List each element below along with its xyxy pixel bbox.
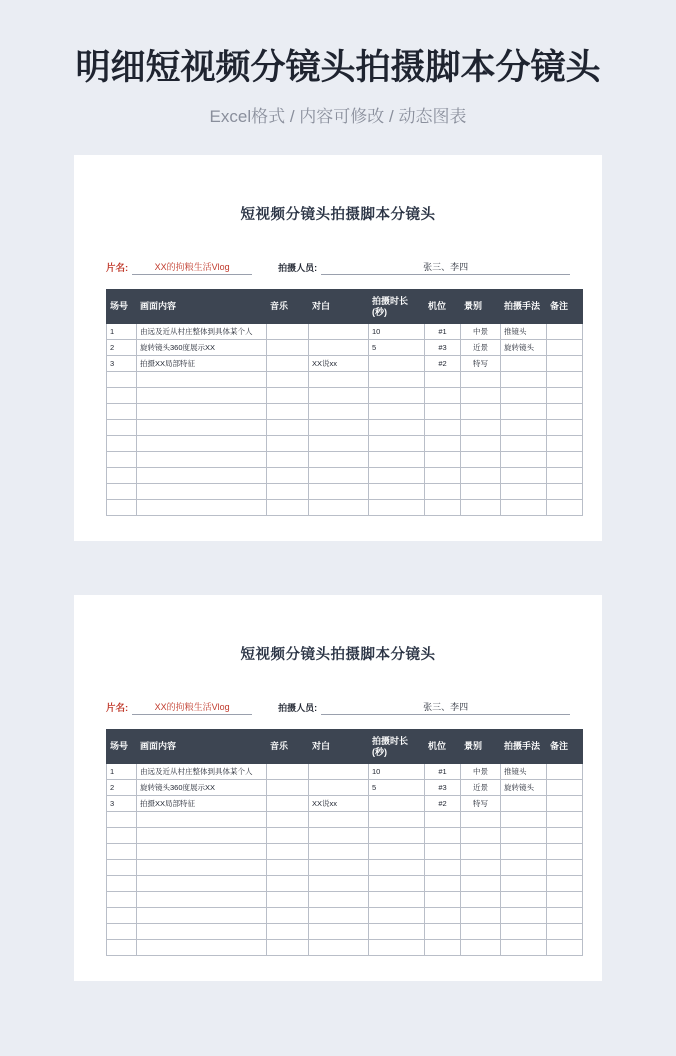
column-header-camera: 机位 <box>425 730 461 764</box>
cell-technique[interactable] <box>501 940 547 956</box>
cell-no[interactable]: 3 <box>107 356 137 372</box>
cell-note[interactable] <box>547 420 583 436</box>
cell-shot[interactable]: 中景 <box>461 324 501 340</box>
cell-music[interactable] <box>267 420 309 436</box>
cell-camera[interactable] <box>425 468 461 484</box>
cell-shot[interactable] <box>461 468 501 484</box>
table-row-empty[interactable] <box>107 484 583 500</box>
cell-content[interactable] <box>137 404 267 420</box>
cell-shot[interactable]: 近景 <box>461 780 501 796</box>
cell-dialog[interactable] <box>309 388 369 404</box>
cell-dialog[interactable] <box>309 892 369 908</box>
cell-note[interactable] <box>547 324 583 340</box>
cell-shot[interactable] <box>461 860 501 876</box>
table-row-empty[interactable] <box>107 908 583 924</box>
cell-technique[interactable]: 旋转镜头 <box>501 340 547 356</box>
cell-duration[interactable] <box>369 812 425 828</box>
cell-camera[interactable]: #3 <box>425 340 461 356</box>
table-row-empty[interactable] <box>107 940 583 956</box>
cell-no[interactable] <box>107 452 137 468</box>
cell-dialog[interactable]: XX说xx <box>309 356 369 372</box>
cell-note[interactable] <box>547 500 583 516</box>
cell-no[interactable]: 2 <box>107 340 137 356</box>
cell-note[interactable] <box>547 468 583 484</box>
table-row-empty[interactable] <box>107 892 583 908</box>
cell-content[interactable]: 由远及近从村庄整体到具体某个人 <box>137 324 267 340</box>
table-row[interactable] <box>107 764 583 780</box>
cell-no[interactable] <box>107 828 137 844</box>
cell-dialog[interactable] <box>309 780 369 796</box>
cell-duration[interactable] <box>369 420 425 436</box>
cell-technique[interactable] <box>501 484 547 500</box>
cell-content[interactable]: 旋转镜头360度展示XX <box>137 780 267 796</box>
cell-note[interactable] <box>547 796 583 812</box>
cell-duration[interactable] <box>369 844 425 860</box>
cell-duration[interactable] <box>369 468 425 484</box>
cell-dialog[interactable]: XX说xx <box>309 796 369 812</box>
cell-camera[interactable] <box>425 500 461 516</box>
cell-camera[interactable] <box>425 908 461 924</box>
cell-note[interactable] <box>547 908 583 924</box>
cell-dialog[interactable] <box>309 340 369 356</box>
cell-technique[interactable] <box>501 452 547 468</box>
cell-duration[interactable] <box>369 484 425 500</box>
film-name-label-2: 片名: <box>106 703 129 714</box>
cell-note[interactable] <box>547 340 583 356</box>
column-header-shot: 景别 <box>461 730 501 764</box>
cell-technique[interactable] <box>501 420 547 436</box>
cell-no[interactable] <box>107 420 137 436</box>
cell-duration[interactable] <box>369 924 425 940</box>
crew-value-2[interactable]: 张三、李四 <box>321 700 570 715</box>
cell-music[interactable] <box>267 812 309 828</box>
cell-technique[interactable] <box>501 924 547 940</box>
column-header-technique: 拍摄手法 <box>501 730 547 764</box>
cell-technique[interactable] <box>501 908 547 924</box>
column-header-dialog: 对白 <box>309 730 369 764</box>
cell-content[interactable] <box>137 388 267 404</box>
cell-no[interactable] <box>107 924 137 940</box>
film-name-value-2[interactable]: XX的拘粮生活Vlog <box>132 700 252 715</box>
storyboard-table[interactable] <box>106 289 583 516</box>
cell-dialog[interactable] <box>309 324 369 340</box>
cell-note[interactable] <box>547 356 583 372</box>
cell-dialog[interactable] <box>309 484 369 500</box>
cell-note[interactable] <box>547 844 583 860</box>
table-row[interactable] <box>107 796 583 812</box>
table-row-empty[interactable] <box>107 828 583 844</box>
cell-note[interactable] <box>547 780 583 796</box>
page-header <box>0 0 676 127</box>
cell-shot[interactable] <box>461 908 501 924</box>
cell-music[interactable] <box>267 468 309 484</box>
cell-content[interactable]: 旋转镜头360度展示XX <box>137 340 267 356</box>
column-header-shot: 景别 <box>461 290 501 324</box>
cell-content[interactable] <box>137 484 267 500</box>
column-header-dialog: 对白 <box>309 290 369 324</box>
cell-no[interactable] <box>107 468 137 484</box>
cell-shot[interactable] <box>461 876 501 892</box>
cell-technique[interactable] <box>501 372 547 388</box>
crew-label-2: 拍摄人员: <box>278 703 318 713</box>
cell-no[interactable] <box>107 844 137 860</box>
table-row-empty[interactable] <box>107 500 583 516</box>
cell-dialog[interactable] <box>309 500 369 516</box>
cell-camera[interactable] <box>425 484 461 500</box>
cell-duration[interactable] <box>369 500 425 516</box>
cell-technique[interactable] <box>501 860 547 876</box>
cell-shot[interactable] <box>461 844 501 860</box>
column-header-content: 画面内容 <box>137 730 267 764</box>
column-header-camera: 机位 <box>425 290 461 324</box>
cell-content[interactable] <box>137 452 267 468</box>
page-title: 明细短视频分镜头拍摄脚本分镜头 <box>75 48 601 87</box>
cell-note[interactable] <box>547 876 583 892</box>
table-row-empty[interactable] <box>107 420 583 436</box>
cell-music[interactable] <box>267 796 309 812</box>
sheet-preview-1[interactable] <box>74 155 602 541</box>
cell-technique[interactable] <box>501 388 547 404</box>
table-row[interactable] <box>107 324 583 340</box>
cell-shot[interactable] <box>461 452 501 468</box>
cell-music[interactable] <box>267 484 309 500</box>
cell-shot[interactable] <box>461 940 501 956</box>
cell-duration[interactable] <box>369 404 425 420</box>
cell-content[interactable] <box>137 468 267 484</box>
cell-duration[interactable] <box>369 388 425 404</box>
cell-technique[interactable] <box>501 500 547 516</box>
cell-no[interactable]: 1 <box>107 764 137 780</box>
cell-technique[interactable] <box>501 876 547 892</box>
cell-camera[interactable] <box>425 892 461 908</box>
cell-music[interactable] <box>267 388 309 404</box>
table-row-empty[interactable] <box>107 876 583 892</box>
cell-duration[interactable] <box>369 436 425 452</box>
cell-shot[interactable]: 中景 <box>461 764 501 780</box>
cell-shot[interactable] <box>461 500 501 516</box>
cell-dialog[interactable] <box>309 940 369 956</box>
cell-dialog[interactable] <box>309 372 369 388</box>
cell-music[interactable] <box>267 844 309 860</box>
cell-music[interactable] <box>267 876 309 892</box>
table-body-1 <box>107 324 583 516</box>
cell-music[interactable] <box>267 324 309 340</box>
cell-camera[interactable] <box>425 404 461 420</box>
column-header-music: 音乐 <box>267 290 309 324</box>
cell-no[interactable] <box>107 388 137 404</box>
cell-note[interactable] <box>547 404 583 420</box>
crew-value[interactable]: 张三、李四 <box>321 260 570 275</box>
meta-row-2 <box>74 700 602 715</box>
cell-content[interactable] <box>137 420 267 436</box>
cell-music[interactable] <box>267 340 309 356</box>
cell-duration[interactable] <box>369 908 425 924</box>
cell-shot[interactable] <box>461 828 501 844</box>
cell-music[interactable] <box>267 356 309 372</box>
cell-camera[interactable] <box>425 860 461 876</box>
cell-shot[interactable]: 特写 <box>461 356 501 372</box>
cell-duration[interactable]: 5 <box>369 340 425 356</box>
table-row-empty[interactable] <box>107 372 583 388</box>
cell-content[interactable] <box>137 812 267 828</box>
column-header-note: 备注 <box>547 730 583 764</box>
table-row-empty[interactable] <box>107 452 583 468</box>
cell-technique[interactable] <box>501 356 547 372</box>
cell-note[interactable] <box>547 764 583 780</box>
meta-row <box>74 260 602 275</box>
cell-music[interactable] <box>267 780 309 796</box>
cell-camera[interactable]: #1 <box>425 324 461 340</box>
cell-content[interactable] <box>137 436 267 452</box>
cell-dialog[interactable] <box>309 844 369 860</box>
cell-camera[interactable] <box>425 452 461 468</box>
cell-note[interactable] <box>547 388 583 404</box>
cell-no[interactable] <box>107 860 137 876</box>
cell-dialog[interactable] <box>309 436 369 452</box>
cell-no[interactable]: 1 <box>107 324 137 340</box>
cell-camera[interactable] <box>425 372 461 388</box>
table-row-empty[interactable] <box>107 404 583 420</box>
table-row-empty[interactable] <box>107 468 583 484</box>
cell-shot[interactable] <box>461 484 501 500</box>
cell-note[interactable] <box>547 860 583 876</box>
cell-shot[interactable]: 特写 <box>461 796 501 812</box>
cell-duration[interactable]: 5 <box>369 780 425 796</box>
cell-music[interactable] <box>267 372 309 388</box>
cell-content[interactable] <box>137 892 267 908</box>
cell-dialog[interactable] <box>309 468 369 484</box>
cell-no[interactable] <box>107 940 137 956</box>
cell-camera[interactable] <box>425 940 461 956</box>
cell-shot[interactable] <box>461 404 501 420</box>
cell-content[interactable] <box>137 372 267 388</box>
column-header-content: 画面内容 <box>137 290 267 324</box>
cell-no[interactable] <box>107 892 137 908</box>
cell-camera[interactable]: #3 <box>425 780 461 796</box>
cell-technique[interactable]: 推镜头 <box>501 324 547 340</box>
cell-camera[interactable]: #1 <box>425 764 461 780</box>
cell-no[interactable] <box>107 876 137 892</box>
cell-music[interactable] <box>267 908 309 924</box>
cell-camera[interactable]: #2 <box>425 796 461 812</box>
cell-content[interactable]: 拍摄XX局部特征 <box>137 356 267 372</box>
cell-camera[interactable] <box>425 436 461 452</box>
cell-shot[interactable]: 近景 <box>461 340 501 356</box>
cell-note[interactable] <box>547 828 583 844</box>
cell-duration[interactable] <box>369 796 425 812</box>
cell-technique[interactable] <box>501 404 547 420</box>
cell-shot[interactable] <box>461 892 501 908</box>
column-header-no: 场号 <box>107 290 137 324</box>
page-subtitle: Excel格式 / 内容可修改 / 动态图表 <box>209 107 467 126</box>
cell-music[interactable] <box>267 828 309 844</box>
table-row[interactable] <box>107 340 583 356</box>
cell-content[interactable] <box>137 860 267 876</box>
cell-technique[interactable]: 推镜头 <box>501 764 547 780</box>
cell-music[interactable] <box>267 892 309 908</box>
cell-shot[interactable] <box>461 372 501 388</box>
cell-camera[interactable] <box>425 844 461 860</box>
crew-label: 拍摄人员: <box>278 263 318 273</box>
table-row-empty[interactable] <box>107 812 583 828</box>
cell-dialog[interactable] <box>309 924 369 940</box>
cell-content[interactable]: 拍摄XX局部特征 <box>137 796 267 812</box>
cell-content[interactable] <box>137 940 267 956</box>
cell-duration[interactable] <box>369 372 425 388</box>
cell-technique[interactable] <box>501 468 547 484</box>
cell-dialog[interactable] <box>309 908 369 924</box>
cell-dialog[interactable] <box>309 420 369 436</box>
cell-content[interactable] <box>137 876 267 892</box>
cell-duration[interactable] <box>369 940 425 956</box>
cell-note[interactable] <box>547 924 583 940</box>
cell-content[interactable] <box>137 844 267 860</box>
film-name-value[interactable]: XX的拘粮生活Vlog <box>132 260 252 275</box>
cell-no[interactable] <box>107 436 137 452</box>
cell-dialog[interactable] <box>309 812 369 828</box>
table-header-row-2 <box>107 730 583 764</box>
cell-dialog[interactable] <box>309 452 369 468</box>
cell-content[interactable] <box>137 924 267 940</box>
document-title: 短视频分镜头拍摄脚本分镜头 <box>240 207 436 223</box>
table-row-empty[interactable] <box>107 844 583 860</box>
cell-camera[interactable] <box>425 828 461 844</box>
cell-camera[interactable] <box>425 876 461 892</box>
table-row-empty[interactable] <box>107 436 583 452</box>
table-header-row <box>107 290 583 324</box>
cell-duration[interactable] <box>369 876 425 892</box>
table-row[interactable] <box>107 780 583 796</box>
table-body-2 <box>107 764 583 956</box>
storyboard-table-2[interactable] <box>106 729 583 956</box>
column-header-music: 音乐 <box>267 730 309 764</box>
cell-dialog[interactable] <box>309 828 369 844</box>
cell-no[interactable] <box>107 484 137 500</box>
sheet-preview-2[interactable] <box>74 595 602 981</box>
cell-shot[interactable] <box>461 436 501 452</box>
cell-duration[interactable]: 10 <box>369 324 425 340</box>
cell-no[interactable]: 3 <box>107 796 137 812</box>
cell-duration[interactable]: 10 <box>369 764 425 780</box>
cell-content[interactable] <box>137 828 267 844</box>
cell-duration[interactable] <box>369 356 425 372</box>
cell-music[interactable] <box>267 436 309 452</box>
cell-note[interactable] <box>547 484 583 500</box>
cell-shot[interactable] <box>461 924 501 940</box>
cell-note[interactable] <box>547 812 583 828</box>
cell-music[interactable] <box>267 404 309 420</box>
cell-content[interactable] <box>137 500 267 516</box>
cell-content[interactable]: 由远及近从村庄整体到具体某个人 <box>137 764 267 780</box>
table-row[interactable] <box>107 356 583 372</box>
cell-note[interactable] <box>547 940 583 956</box>
cell-technique[interactable] <box>501 828 547 844</box>
document-title-2: 短视频分镜头拍摄脚本分镜头 <box>240 647 436 663</box>
cell-note[interactable] <box>547 892 583 908</box>
cell-note[interactable] <box>547 372 583 388</box>
column-header-no: 场号 <box>107 730 137 764</box>
cell-camera[interactable] <box>425 388 461 404</box>
cell-camera[interactable] <box>425 812 461 828</box>
cell-technique[interactable] <box>501 892 547 908</box>
cell-music[interactable] <box>267 924 309 940</box>
column-header-duration: 拍摄时长(秒) <box>369 290 425 324</box>
film-name-label: 片名: <box>106 263 129 274</box>
cell-note[interactable] <box>547 452 583 468</box>
cell-dialog[interactable] <box>309 860 369 876</box>
cell-content[interactable] <box>137 908 267 924</box>
cell-technique[interactable]: 旋转镜头 <box>501 780 547 796</box>
cell-no[interactable] <box>107 372 137 388</box>
cell-shot[interactable] <box>461 388 501 404</box>
column-header-technique: 拍摄手法 <box>501 290 547 324</box>
cell-no[interactable] <box>107 812 137 828</box>
cell-technique[interactable] <box>501 844 547 860</box>
cell-camera[interactable] <box>425 420 461 436</box>
cell-duration[interactable] <box>369 892 425 908</box>
cell-no[interactable] <box>107 404 137 420</box>
cell-duration[interactable] <box>369 828 425 844</box>
cell-technique[interactable] <box>501 812 547 828</box>
cell-shot[interactable] <box>461 812 501 828</box>
cell-no[interactable]: 2 <box>107 780 137 796</box>
cell-shot[interactable] <box>461 420 501 436</box>
cell-dialog[interactable] <box>309 876 369 892</box>
cell-camera[interactable]: #2 <box>425 356 461 372</box>
cell-technique[interactable] <box>501 436 547 452</box>
cell-music[interactable] <box>267 940 309 956</box>
table-row-empty[interactable] <box>107 860 583 876</box>
table-row-empty[interactable] <box>107 924 583 940</box>
cell-camera[interactable] <box>425 924 461 940</box>
cell-duration[interactable] <box>369 452 425 468</box>
cell-dialog[interactable] <box>309 764 369 780</box>
cell-music[interactable] <box>267 764 309 780</box>
cell-duration[interactable] <box>369 860 425 876</box>
cell-dialog[interactable] <box>309 404 369 420</box>
cell-no[interactable] <box>107 500 137 516</box>
cell-note[interactable] <box>547 436 583 452</box>
column-header-note: 备注 <box>547 290 583 324</box>
column-header-duration: 拍摄时长(秒) <box>369 730 425 764</box>
cell-technique[interactable] <box>501 796 547 812</box>
cell-music[interactable] <box>267 860 309 876</box>
table-row-empty[interactable] <box>107 388 583 404</box>
cell-no[interactable] <box>107 908 137 924</box>
cell-music[interactable] <box>267 500 309 516</box>
cell-music[interactable] <box>267 452 309 468</box>
